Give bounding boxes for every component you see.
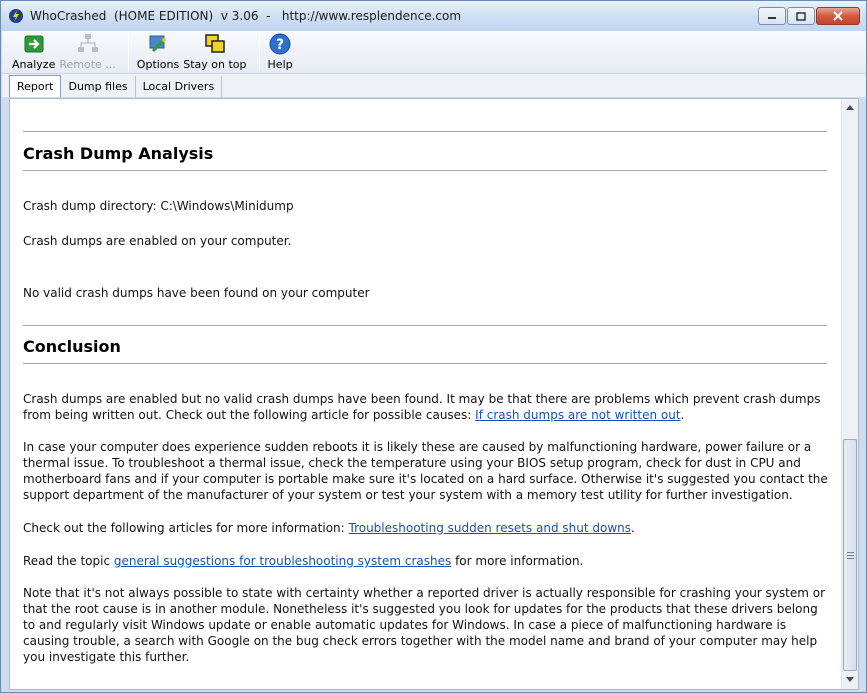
link-troubleshooting-resets[interactable]: Troubleshooting sudden resets and shut downs xyxy=(348,521,631,535)
analyze-label: Analyze xyxy=(12,58,56,71)
options-button[interactable] xyxy=(137,31,179,71)
conclusion-1-end: . xyxy=(680,408,685,422)
help-label: Help xyxy=(267,58,293,71)
conclusion-paragraph-4 xyxy=(23,553,828,569)
vertical-scrollbar[interactable] xyxy=(841,99,858,689)
divider xyxy=(23,363,827,364)
conclusion-paragraph-2: In case your computer does experience sudden reboots it is likely these are caused by malfunctioning hardware, power failure or a thermal issue. To troubleshoot a thermal issue, check the temperature using your BIOS setup program, check for dust in CPU and motherboard fans and if your computer is portable make sure it's located on a hard surface. Otherwise it's suggested you contact the support department of the manufacturer of your system or test your system with a memory test utility for further investigation. xyxy=(23,440,828,502)
report-pane[interactable] xyxy=(9,98,859,690)
remote-icon xyxy=(77,33,99,55)
toolbar-separator xyxy=(128,33,129,71)
crash-dump-directory-text: Crash dump directory: C:\Windows\Minidump xyxy=(23,199,294,213)
options-icon xyxy=(147,33,169,55)
link-crash-dumps-not-written[interactable]: If crash dumps are not written out xyxy=(475,408,681,422)
conclusion-3-text: Check out the following articles for more information: xyxy=(23,521,349,535)
scroll-up-arrow-icon xyxy=(846,105,854,110)
scroll-down-arrow-icon xyxy=(846,677,854,682)
options-label: Options xyxy=(136,58,180,71)
conclusion-4-pre: Read the topic xyxy=(23,554,114,568)
scroll-up-button[interactable] xyxy=(842,99,858,116)
conclusion-paragraph-3 xyxy=(23,520,828,536)
close-button[interactable] xyxy=(816,7,860,25)
title-bar[interactable] xyxy=(1,1,866,31)
app-lightning-icon xyxy=(8,8,24,24)
toolbar-separator xyxy=(259,33,260,71)
analyze-button[interactable] xyxy=(12,31,55,71)
close-icon xyxy=(832,11,844,21)
tab-local-drivers-label: Local Drivers xyxy=(142,80,215,93)
scroll-down-button[interactable] xyxy=(842,671,858,688)
stay-on-top-label: Stay on top xyxy=(183,58,247,71)
thumb-grip-icon xyxy=(847,552,854,559)
dumps-enabled-text: Crash dumps are enabled on your computer. xyxy=(23,234,292,248)
tab-report[interactable] xyxy=(9,75,61,97)
divider xyxy=(23,325,827,326)
tab-dump-files-label: Dump files xyxy=(68,80,128,93)
conclusion-3-end: . xyxy=(631,521,635,535)
tab-local-drivers[interactable] xyxy=(136,76,223,97)
conclusion-paragraph-5: Note that it's not always possible to state with certainty whether a reported driver is actually responsible for crashing your system or that the root cause is in another module. Nonetheless it's suggested you look for updates for the products that these drivers belong to and regularly visit Windows update or enable automatic updates for Windows. In case a piece of malfunctioning hardware is causing trouble, a search with Google on the bug check errors together with the model name and brand of your computer may help you investigate this further. xyxy=(23,586,826,664)
remote-button[interactable] xyxy=(59,31,115,71)
window-title: WhoCrashed (HOME EDITION) v 3.06 - http://www.resplendence.com xyxy=(30,9,462,23)
svg-text:?: ? xyxy=(276,37,285,53)
conclusion-4-end: for more information. xyxy=(451,554,584,568)
maximize-icon xyxy=(796,12,806,21)
divider xyxy=(23,131,827,132)
section-title-crash-dump-analysis: Crash Dump Analysis xyxy=(23,144,214,163)
section-title-conclusion: Conclusion xyxy=(23,337,121,356)
minimize-button[interactable] xyxy=(758,7,786,25)
scrollbar-thumb[interactable] xyxy=(843,439,857,671)
conclusion-paragraph-1 xyxy=(23,391,828,423)
help-icon xyxy=(269,33,291,55)
link-general-suggestions[interactable]: general suggestions for troubleshooting system crashes xyxy=(113,554,452,568)
no-dumps-found-text: No valid crash dumps have been found on your computer xyxy=(23,286,370,300)
remote-label: Remote ... xyxy=(59,58,116,71)
tab-bar xyxy=(2,73,866,97)
toolbar xyxy=(2,31,866,73)
analyze-icon xyxy=(23,33,45,55)
stay-on-top-button[interactable] xyxy=(183,31,246,71)
maximize-button[interactable] xyxy=(787,7,815,25)
help-button[interactable] xyxy=(268,31,293,71)
tab-report-label: Report xyxy=(17,80,54,93)
tab-dump-files[interactable] xyxy=(61,76,135,97)
minimize-icon xyxy=(767,12,777,20)
stay-on-top-icon xyxy=(204,33,226,55)
divider xyxy=(23,170,827,171)
conclusion-1-text: Crash dumps are enabled but no valid crash dumps have been found. It may be that there are problems which prevent crash dumps from being written out. Check out the following article for possible causes: xyxy=(23,392,821,422)
